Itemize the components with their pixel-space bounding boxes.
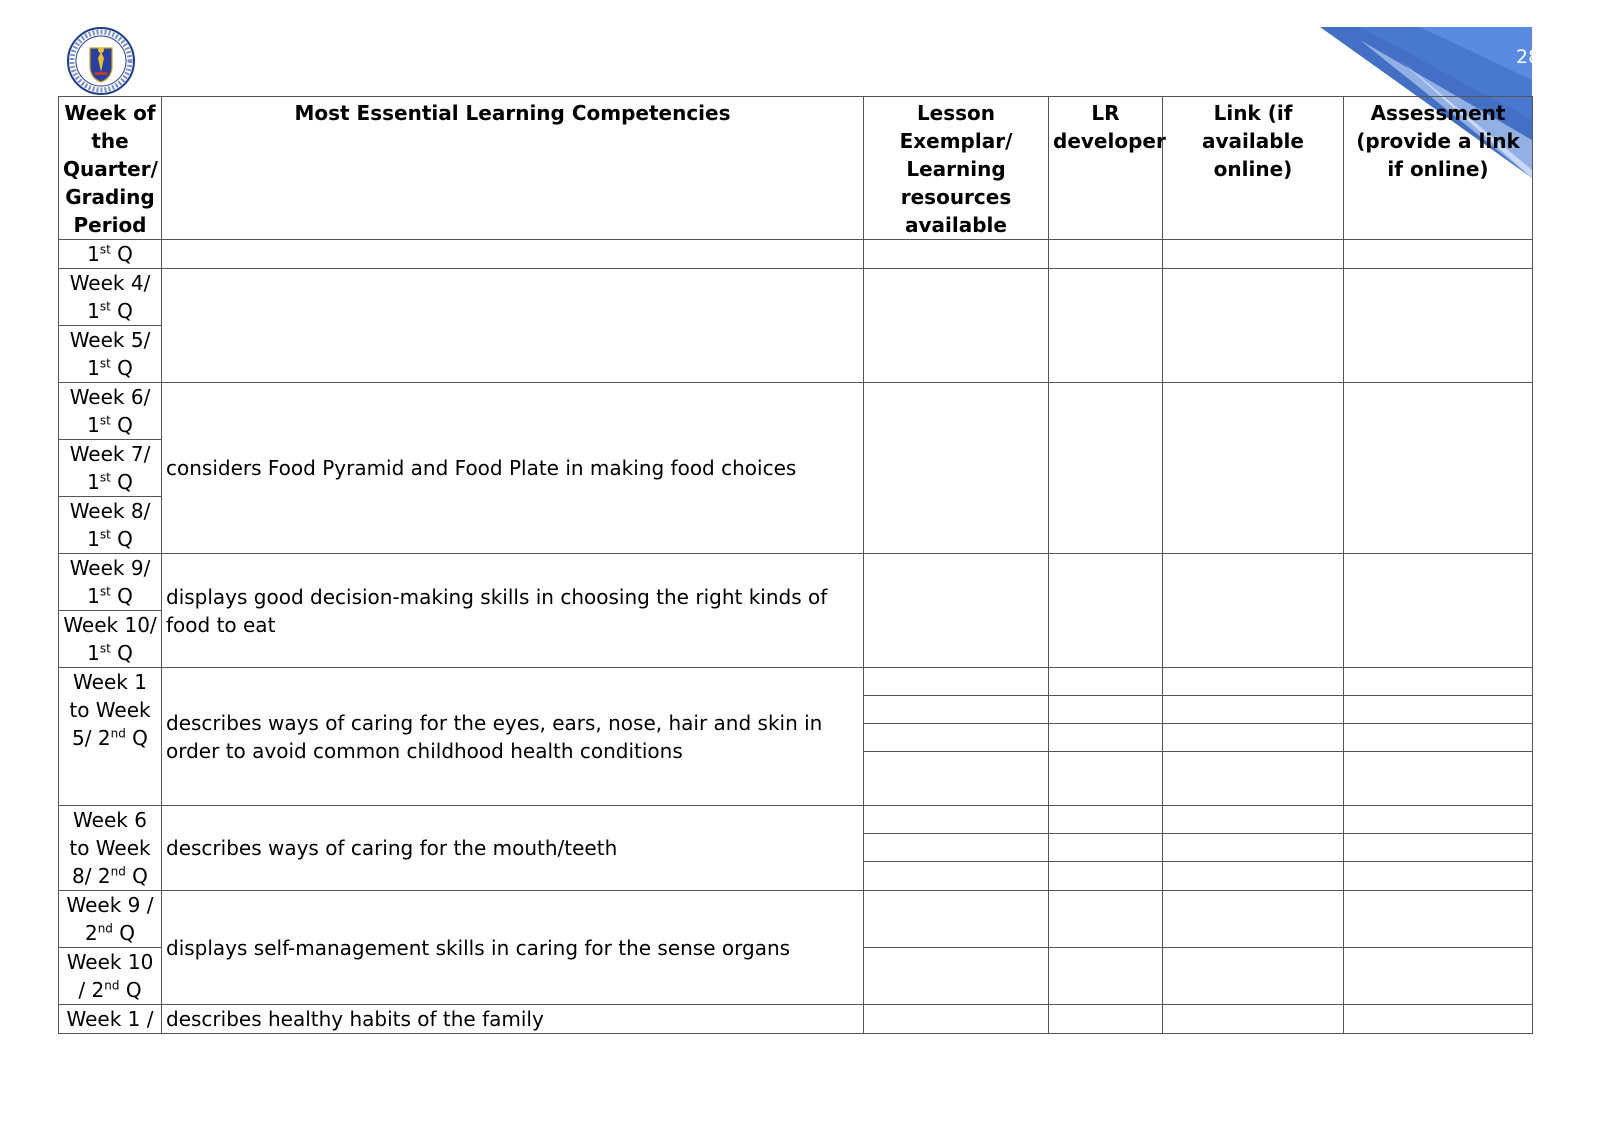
curriculum-table [58, 96, 1533, 1034]
week-cell: Week 9/ 1st Q [59, 554, 162, 611]
week-cell: Week 1 / [59, 1005, 162, 1034]
competency-cell: describes ways of caring for the eyes, ears, nose, hair and skin in order to avoid common childhood health conditions [162, 668, 864, 806]
week-cell: Week 6 to Week 8/ 2nd Q [59, 806, 162, 891]
week-cell: Week 1 to Week 5/ 2nd Q [59, 668, 162, 806]
header-week: Week of the Quarter/ Grading Period [59, 97, 162, 240]
header-lr-developer: LR developer [1049, 97, 1163, 240]
page-number: 289 [1516, 46, 1553, 68]
table-row [59, 668, 1533, 696]
table-row [59, 554, 1533, 611]
table-row [59, 383, 1533, 440]
table-row [59, 1005, 1533, 1034]
competency-cell: describes ways of caring for the mouth/teeth [162, 806, 864, 891]
week-cell: Week 8/ 1st Q [59, 497, 162, 554]
table-row [59, 891, 1533, 948]
week-cell: Week 4/ 1st Q [59, 269, 162, 326]
week-cell: 1st Q [59, 240, 162, 269]
header-assessment: Assessment (provide a link if online) [1344, 97, 1533, 240]
week-cell: Week 7/ 1st Q [59, 440, 162, 497]
week-cell: Week 9 / 2nd Q [59, 891, 162, 948]
week-cell: Week 10 / 2nd Q [59, 948, 162, 1005]
competency-cell: displays good decision-making skills in choosing the right kinds of food to eat [162, 554, 864, 668]
deped-seal-logo [66, 26, 136, 96]
week-cell: Week 10/ 1st Q [59, 611, 162, 668]
table-row [59, 806, 1533, 834]
table-row [59, 240, 1533, 269]
competency-cell: considers Food Pyramid and Food Plate in making food choices [162, 383, 864, 554]
header-lesson-exemplar: Lesson Exemplar/ Learning resources available [864, 97, 1049, 240]
week-cell: Week 5/ 1st Q [59, 326, 162, 383]
table-row [59, 269, 1533, 326]
header-competencies: Most Essential Learning Competencies [162, 97, 864, 240]
competency-cell: displays self-management skills in caring for the sense organs [162, 891, 864, 1005]
week-cell: Week 6/ 1st Q [59, 383, 162, 440]
header-link: Link (if available online) [1163, 97, 1344, 240]
competency-cell: describes healthy habits of the family [162, 1005, 864, 1034]
